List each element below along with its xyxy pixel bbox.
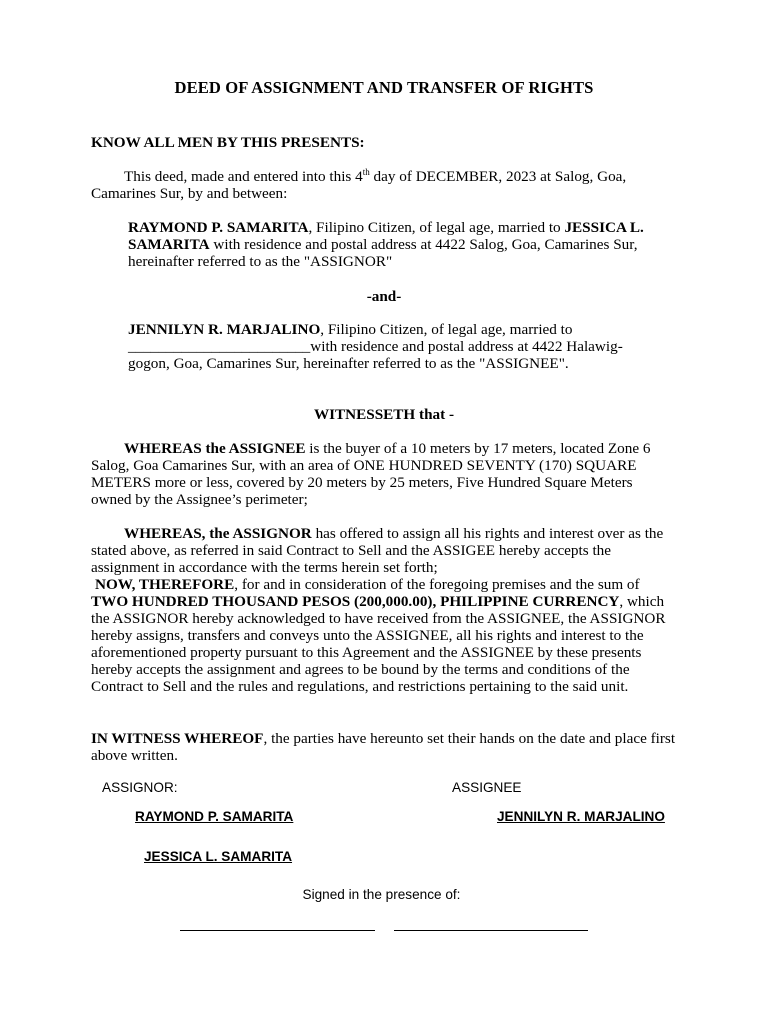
signature-assignor-raymond: RAYMOND P. SAMARITA [135, 809, 294, 824]
intro-paragraph [91, 168, 681, 202]
assignor-text-2: with residence and postal address at 4422 Salog, Goa, Camarines Sur, hereinafter referred to as the "ASSIGNOR" [128, 236, 638, 270]
assignee-label: ASSIGNEE [452, 780, 522, 795]
witnesseth-heading: WITNESSETH that - [313, 406, 455, 423]
assignor-text-1: , Filipino Citizen, of legal age, married to [308, 219, 561, 236]
assignor-name-2: JESSICA L. SAMARITA [128, 219, 644, 253]
document-title: DEED OF ASSIGNMENT AND TRANSFER OF RIGHTS [174, 78, 594, 97]
opening-line: KNOW ALL MEN BY THIS PRESENTS: [91, 134, 365, 151]
signature-assignor-jessica: JESSICA L. SAMARITA [144, 849, 293, 864]
witness-signature-line-1 [180, 930, 375, 931]
assignee-name: JENNILYN R. MARJALINO [128, 321, 321, 338]
assignor-label: ASSIGNOR: [102, 780, 178, 795]
assignee-text-1: , Filipino Citizen, of legal age, married to [320, 321, 573, 338]
whereas-2-text: has offered to assign all his rights and interest over as the stated above, as referred in said Contract to Sell and the ASSIGEE hereby accepts the assignment in accordance with the terms herein set forth; [91, 525, 664, 576]
whereas-2-lead: WHEREAS, the ASSIGNOR [124, 525, 312, 542]
witness-signature-line-2 [394, 930, 588, 931]
assignor-name-1: RAYMOND P. SAMARITA [128, 219, 309, 236]
assignee-block [128, 321, 648, 372]
now-therefore-text-1: , for and in consideration of the foregoing premises and the sum of [234, 576, 640, 593]
assignee-blank-line: ________________________ [128, 338, 311, 355]
assignor-block [128, 219, 653, 270]
now-therefore-text-2: , which the ASSIGNOR hereby acknowledged to have received from the ASSIGNEE, the ASSIGNOR hereby assigns, transfers and conveys unto the ASSIGNEE, all his rights and interest to the aforementioned property pursuant to this Agreement and the ASSIGNEE by these presents hereby accepts the assignment and agrees to be bound by the terms and conditions of the Contract to Sell and the rules and regulations, and restrictions pertaining to the said unit. [91, 593, 666, 695]
in-witness-text: , the parties have hereunto set their hands on the date and place first above written. [91, 730, 676, 764]
in-witness-paragraph [91, 730, 681, 764]
whereas-1-text: is the buyer of a 10 meters by 17 meters, located Zone 6 Salog, Goa Camarines Sur, with an area of ONE HUNDRED SEVENTY (170) SQUARE METERS more or less, covered by 20 meters by 25 meters, Five Hundred Square Meters owned by the Assignee’s perimeter; [91, 440, 651, 508]
whereas-paragraph-1 [91, 440, 676, 508]
signature-assignee-jennilyn: JENNILYN R. MARJALINO [497, 809, 665, 824]
intro-superscript: th [362, 166, 370, 177]
in-witness-lead: IN WITNESS WHEREOF [91, 730, 264, 747]
now-therefore-paragraph [91, 576, 677, 695]
intro-text-b: day of DECEMBER, 2023 at Salog, Goa, Camarines Sur, by and between: [91, 168, 627, 202]
whereas-paragraph-2 [91, 525, 681, 576]
now-therefore-lead: NOW, THEREFORE [95, 576, 235, 593]
consideration-amount: TWO HUNDRED THOUSAND PESOS (200,000.00), PHILIPPINE CURRENCY [91, 593, 620, 610]
assignee-text-2: with residence and postal address at 4422 Halawig-gogon, Goa, Camarines Sur, hereinafter referred to as the "ASSIGNEE". [128, 338, 623, 372]
and-separator: -and- [366, 288, 402, 305]
signed-presence-label: Signed in the presence of: [302, 887, 461, 902]
whereas-1-lead: WHEREAS the ASSIGNEE [124, 440, 306, 457]
intro-text-a: This deed, made and entered into this 4 [124, 168, 363, 185]
